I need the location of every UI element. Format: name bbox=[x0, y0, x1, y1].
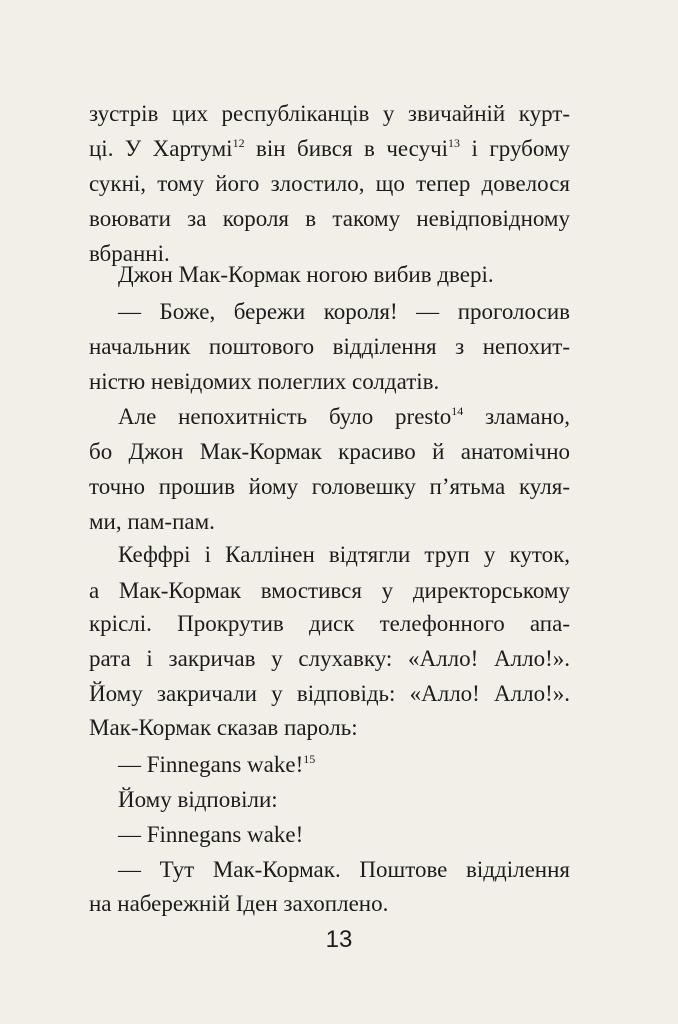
dialogue-line: — Finnegans wake!$^{15}$ bbox=[118, 752, 316, 777]
text-line: ми, пам-пам. bbox=[89, 509, 215, 534]
text-line: вбранні. bbox=[89, 241, 170, 266]
text-line: сукні, тому його злостило, що тепер довелося bbox=[89, 171, 570, 196]
paragraph-first-line: Йому відповіли: bbox=[118, 787, 278, 812]
text-line: Мак-Кормак сказав пароль: bbox=[89, 715, 358, 740]
footnote-ref: 12 bbox=[232, 136, 245, 150]
paragraph-first-line: Джон Мак-Кормак ногою вибив двері. bbox=[118, 262, 494, 287]
text-line: воювати за короля в такому невідповідному bbox=[89, 206, 570, 231]
text-line: точно прошив йому головешку п’ятьма куля- bbox=[89, 474, 570, 499]
page-number: 13 bbox=[325, 926, 353, 953]
text-line: бо Джон Мак-Кормак красиво й анатомічно bbox=[89, 439, 570, 464]
text-line: на набережній Іден захоплено. bbox=[89, 891, 389, 916]
text-line: ністю невідомих полеглих солдатів. bbox=[89, 369, 440, 394]
dialogue-line: — Тут Мак-Кормак. Поштове відділення bbox=[118, 857, 570, 882]
paragraph-first-line: Але непохитність було presto$^{14}$ зламано, bbox=[118, 404, 571, 429]
text-line: а Мак-Кормак вмостився у директорському bbox=[89, 578, 570, 603]
dialogue-line: — Finnegans wake! bbox=[118, 822, 304, 847]
text-line: Йому закричали у відповідь: «Алло! Алло!». bbox=[89, 681, 570, 706]
footnote-ref: 14 bbox=[451, 404, 464, 418]
footnote-ref: 15 bbox=[303, 752, 316, 766]
paragraph-first-line: Кеффрі і Каллінен відтягли труп у куток, bbox=[118, 542, 570, 567]
text-line: зустрів цих республіканців у звичайній курт- bbox=[89, 101, 570, 126]
text-line: ці. У Хартумі$^{12}$ він бився в чесучі$^{13}$ і грубому bbox=[89, 136, 570, 161]
text-line: кріслі. Прокрутив диск телефонного апа- bbox=[89, 611, 570, 636]
text-line: начальник поштового відділення з непохит- bbox=[89, 334, 570, 359]
footnote-ref: 13 bbox=[448, 136, 461, 150]
paragraph-first-line: — Боже, бережи короля! — проголосив bbox=[118, 299, 570, 324]
text-line: рата і закричав у слухавку: «Алло! Алло!». bbox=[89, 646, 570, 671]
